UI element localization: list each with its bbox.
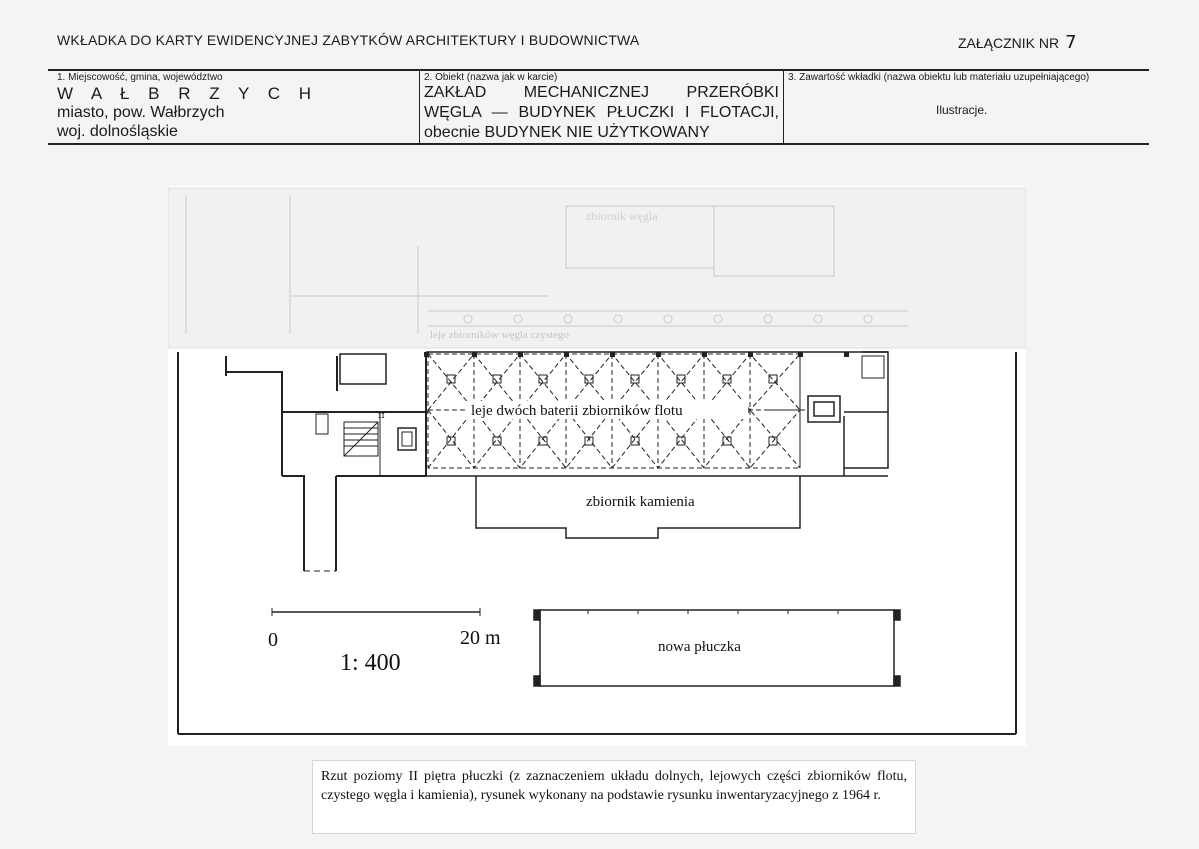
- content-field-value: Ilustracje.: [936, 103, 988, 117]
- new-washer-label: nowa płuczka: [658, 639, 741, 655]
- object-name-line2: WĘGLA — BUDYNEK PŁUCZKI I FLOTACJI,: [424, 104, 779, 121]
- floor-plan-svg: [168, 186, 1026, 746]
- drawing-caption: [312, 760, 916, 834]
- ghost-label-hoppers: leje zbiorników węgla czystego: [430, 329, 569, 341]
- object-field-label: 2. Obiekt (nazwa jak w karcie): [424, 72, 558, 83]
- left-building-walls: [226, 354, 428, 571]
- scale-bar: [272, 608, 480, 616]
- svg-text:ɪɪ: ɪɪ: [378, 411, 385, 421]
- location-voivodeship: woj. dolnośląskie: [57, 123, 178, 140]
- form-title: WKŁADKA DO KARTY EWIDENCYJNEJ ZABYTKÓW ARCHITEKTURY I BUDOWNICTWA: [57, 32, 640, 48]
- object-name-line1: ZAKŁAD MECHANICZNEJ PRZERÓBKI: [424, 84, 779, 101]
- caption-text: Rzut poziomy II piętra płuczki (z zaznaczeniem układu dolnych, lejowych części zbiorników flotu, czystego węgla i kamienia), rysunek wykonany na podstawie rysunku inwentaryzacyjnego z 1964 r.: [321, 769, 907, 803]
- column-divider-1: [419, 69, 420, 144]
- location-district: miasto, pow. Wałbrzych: [57, 104, 225, 121]
- right-section: [768, 352, 888, 476]
- scale-end-label: 20 m: [460, 627, 501, 649]
- scale-ratio-label: 1: 400: [340, 650, 401, 676]
- object-name-line3: obecnie BUDYNEK NIE UŻYTKOWANY: [424, 124, 710, 141]
- annex-number: 7: [1065, 32, 1077, 53]
- stone-tank-label: zbiornik kamienia: [586, 494, 695, 510]
- stairs: [316, 414, 416, 476]
- annex-label: [958, 32, 1077, 53]
- table-top-rule: [48, 69, 1149, 71]
- location-city: W A Ł B R Z Y C H: [57, 84, 319, 103]
- hoppers-label: leje dwóch baterii zbiorników flotu: [471, 403, 683, 419]
- floor-plan-drawing: [168, 186, 1026, 746]
- ghost-label-coal: zbiornik węgla: [586, 209, 658, 223]
- scale-start-label: 0: [268, 629, 278, 651]
- annex-label-text: ZAŁĄCZNIK NR: [958, 35, 1060, 51]
- content-field-label: 3. Zawartość wkładki (nazwa obiektu lub materiału uzupełniającego): [788, 72, 1090, 83]
- location-field-label: 1. Miejscowość, gmina, województwo: [57, 72, 223, 83]
- table-bottom-rule: [48, 143, 1149, 145]
- column-divider-2: [783, 69, 784, 144]
